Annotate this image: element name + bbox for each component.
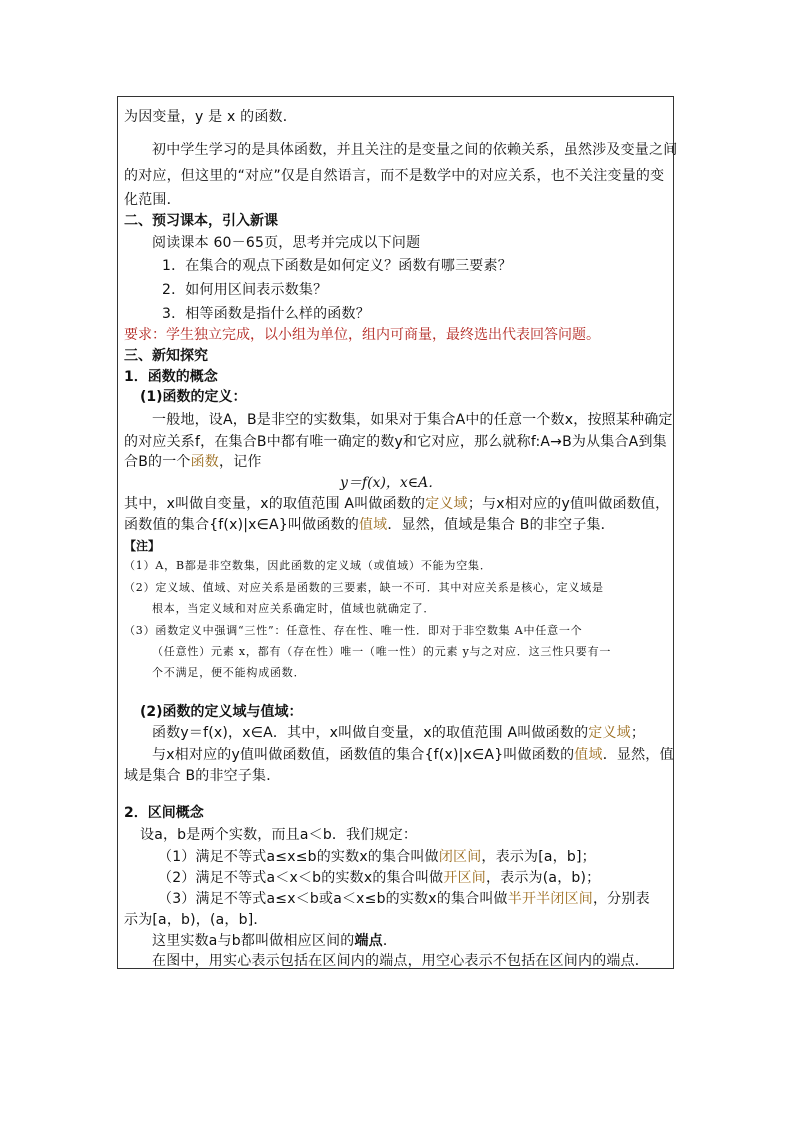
- keyword-open-interval: 开区间: [443, 870, 486, 886]
- section-heading: 三、新知探究: [124, 348, 208, 364]
- note-line: （2）定义域、值域、对应关系是函数的三要素，缺一不可．其中对应关系是核心，定义域是: [124, 581, 604, 594]
- text-span: ，分别表: [592, 891, 650, 907]
- text-line: 示为[a，b)，(a，b]．: [124, 912, 268, 928]
- note-line: 个不满足，便不能构成函数．: [152, 666, 306, 679]
- note-line: （任意性）元素 x，都有（存在性）唯一（唯一性）的元素 y与之对应．这三性只要有一: [152, 645, 612, 658]
- note-line: （3）函数定义中强调“三性”：任意性、存在性、唯一性．即对于非空数集 A中任意一个: [124, 624, 583, 637]
- text-line: 域是集合 B的非空子集．: [124, 768, 281, 784]
- note-line: （1）A，B都是非空数集，因此函数的定义域（或值域）不能为空集．: [124, 559, 492, 572]
- subsection-heading: (1)函数的定义：: [140, 389, 247, 405]
- text-span: 合B的一个: [124, 454, 191, 470]
- text-span: ．: [382, 933, 398, 949]
- keyword-function: 函数: [190, 454, 220, 470]
- text-span: 其中，x叫做自变量，x的取值范围 A叫做函数的: [124, 496, 426, 512]
- keyword-domain: 定义域: [588, 725, 631, 741]
- formula: y＝f(x)，x∈A．: [340, 475, 443, 491]
- text-span: ，记作: [219, 454, 262, 470]
- subsection-heading: 1．函数的概念: [124, 369, 218, 385]
- text-line: 一般地，设A，B是非空的实数集，如果对于集合A中的任意一个数x，按照某种确定: [152, 412, 673, 428]
- subsection-heading: 2．区间概念: [124, 805, 204, 821]
- text-span: ；: [630, 725, 646, 741]
- text-line: 在图中，用实心表示包括在区间内的端点，用空心表示不包括在区间内的端点．: [152, 953, 649, 969]
- text-span: 这里实数a与b都叫做相应区间的: [152, 933, 355, 949]
- keyword-half-open-interval: 半开半闭区间: [507, 891, 593, 907]
- text-line: [152, 723, 645, 743]
- question-item: 2．如何用区间表示数集？: [162, 282, 328, 298]
- text-line: 化范围．: [124, 192, 181, 208]
- text-line: 初中学生学习的是具体函数，并且关注的是变量之间的依赖关系，虽然涉及变量之间: [152, 142, 678, 158]
- text-span: ．显然，值: [602, 747, 674, 763]
- text-span: 函数y＝f(x)，x∈A．其中，x叫做自变量，x的取值范围 A叫做函数的: [152, 725, 589, 741]
- text-line: [152, 931, 397, 951]
- text-span: （1）满足不等式a≤x≤b的实数x的集合叫做: [158, 849, 439, 865]
- keyword-range: 值域: [574, 747, 603, 763]
- text-line: 为因变量，y 是 x 的函数．: [124, 109, 297, 125]
- text-span: 函数值的集合{f(x)|x∈A}叫做函数的: [124, 517, 359, 533]
- text-line: 的对应关系f，在集合B中都有唯一确定的数y和它对应，那么就称f:A→B为从集合A到集: [124, 434, 667, 450]
- keyword-closed-interval: 闭区间: [438, 849, 482, 865]
- text-line: [124, 494, 669, 514]
- subsection-heading: (2)函数的定义域与值域：: [140, 704, 303, 720]
- requirement-note: 要求：学生独立完成，以小组为单位，组内可商量，最终选出代表回答问题。: [124, 327, 600, 343]
- text-span: （3）满足不等式a≤x＜b或a＜x≤b的实数x的集合叫做: [158, 891, 508, 907]
- text-span: ；与x相对应的y值叫做函数值，: [467, 496, 670, 512]
- text-line: [124, 515, 615, 535]
- text-line: 阅读课本 60－65页，思考并完成以下问题: [152, 235, 421, 251]
- text-span: ，表示为(a，b)；: [485, 870, 601, 886]
- keyword-domain: 定义域: [425, 496, 468, 512]
- note-heading: 【注】: [124, 539, 161, 553]
- keyword-endpoint: 端点: [354, 933, 383, 949]
- text-line: [158, 847, 596, 867]
- note-line: 根本，当定义域和对应关系确定时，值域也就确定了．: [152, 602, 436, 615]
- text-line: 设a，b是两个实数，而且a＜b．我们规定：: [140, 827, 418, 843]
- question-item: 1．在集合的观点下函数是如何定义？函数有哪三要素？: [162, 258, 512, 274]
- text-line: [152, 745, 674, 765]
- question-item: 3．相等函数是指什么样的函数？: [162, 306, 370, 322]
- text-span: 与x相对应的y值叫做函数值，函数值的集合{f(x)|x∈A}叫做函数的: [152, 747, 575, 763]
- text-span: ．显然，值域是集合 B的非空子集．: [387, 517, 615, 533]
- text-span: （2）满足不等式a＜x＜b的实数x的集合叫做: [158, 870, 444, 886]
- text-line: 的对应，但这里的“对应”仅是自然语言，而不是数学中的对应关系，也不关注变量的变: [124, 168, 665, 184]
- keyword-range: 值域: [358, 517, 388, 533]
- text-span: ，表示为[a，b]；: [481, 849, 596, 865]
- text-line: [158, 868, 600, 888]
- text-line: [124, 452, 262, 472]
- section-heading: 二、预习课本，引入新课: [124, 213, 278, 229]
- text-line: [158, 889, 650, 909]
